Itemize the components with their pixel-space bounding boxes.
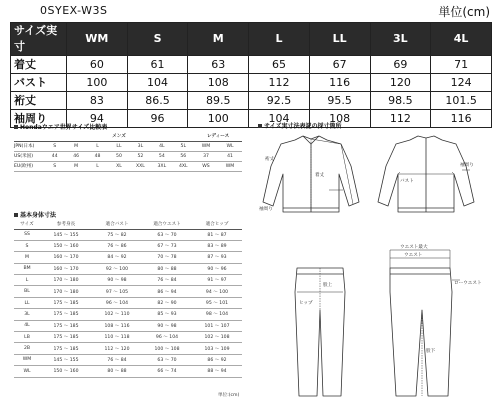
- pants-front-diagram: [285, 262, 355, 402]
- model-code: 0SYEX-W3S: [40, 4, 108, 17]
- compare-title: Hondaウエア世界サイズ比較表: [14, 122, 107, 131]
- table-row: [11, 56, 492, 74]
- table-row: WL 150 〜 160 80 〜 88 66 〜 74 88 〜 94: [14, 366, 242, 377]
- size-table: [10, 22, 492, 128]
- size-table-header: [11, 23, 492, 56]
- table-cell: 116: [431, 110, 492, 128]
- unit-label: 単位(cm): [438, 5, 490, 19]
- table-cell: 112: [249, 74, 310, 92]
- table-row: BL 170 〜 180 97 〜 105 86 〜 94 94 〜 100: [14, 286, 242, 297]
- label-low-waist: ローウエスト: [454, 281, 482, 286]
- table-row: WM 145 〜 155 76 〜 84 63 〜 70 86 〜 92: [14, 354, 242, 365]
- compare-table: [14, 132, 242, 172]
- size-col: WM: [67, 23, 128, 56]
- label-yukitake: 裄丈: [265, 157, 275, 162]
- table-cell: 71: [431, 56, 492, 74]
- label-kitake: 着丈: [315, 173, 325, 178]
- table-cell: 95.5: [309, 92, 370, 110]
- table-row: BM 160 〜 170 92 〜 100 80 〜 88 90 〜 96: [14, 263, 242, 274]
- table-row: [11, 74, 492, 92]
- row-label: バスト: [11, 74, 67, 92]
- row-label: 着丈: [11, 56, 67, 74]
- table-cell: 61: [127, 56, 188, 74]
- table-cell: 104: [249, 110, 310, 128]
- table-row: L 170 〜 180 90 〜 98 76 〜 84 91 〜 97: [14, 275, 242, 286]
- table-cell: 86.5: [127, 92, 188, 110]
- table-cell: 108: [188, 74, 249, 92]
- size-col: LL: [309, 23, 370, 56]
- row-label: 袖周り: [11, 110, 67, 128]
- table-cell: 112: [370, 110, 431, 128]
- table-row: US(米国) 44 46 48 50 52 54 56 37 41: [14, 151, 242, 161]
- jacket-front-diagram: [255, 130, 367, 218]
- table-row: EU(欧州) S M L XL XXL 3XL 4XL WS WM: [14, 161, 242, 171]
- body-dimension-table: [14, 219, 242, 378]
- table-cell: 108: [309, 110, 370, 128]
- table-cell: 96: [127, 110, 188, 128]
- table-cell: 100: [188, 110, 249, 128]
- table-cell: 124: [431, 74, 492, 92]
- table-cell: 69: [370, 56, 431, 74]
- label-mata: 股上: [323, 283, 333, 288]
- size-col: 3L: [370, 23, 431, 56]
- table-cell: 65: [249, 56, 310, 74]
- table-cell: 83: [67, 92, 128, 110]
- label-sodemawari: 袖周り: [259, 207, 273, 212]
- size-col: M: [188, 23, 249, 56]
- body-table-header: サイズ 参考身長 適合バスト 適合ウエスト 適合ヒップ: [14, 219, 242, 229]
- table-row: SS 145 〜 155 75 〜 82 63 〜 70 81 〜 87: [14, 229, 242, 240]
- table-row: M 160 〜 170 84 〜 92 70 〜 78 87 〜 93: [14, 252, 242, 263]
- table-cell: 92.5: [249, 92, 310, 110]
- table-cell: 98.5: [370, 92, 431, 110]
- table-row: [11, 92, 492, 110]
- bullet-square-icon: [14, 125, 18, 129]
- pants-back-diagram: [372, 240, 482, 402]
- bullet-square-icon: [258, 124, 262, 128]
- table-row: 3L 175 〜 185 102 〜 110 85 〜 93 98 〜 104: [14, 309, 242, 320]
- compare-group-header: [14, 132, 242, 141]
- row-label: 裄丈: [11, 92, 67, 110]
- table-row: LB 175 〜 185 110 〜 118 96 〜 104 102 〜 108: [14, 332, 242, 343]
- jacket-back-diagram: [370, 130, 482, 218]
- table-cell: 104: [127, 74, 188, 92]
- table-cell: 67: [309, 56, 370, 74]
- table-row: JPN(日本) S M L LL 3L 4L 5L WM WL: [14, 141, 242, 151]
- header-bar: [10, 2, 490, 18]
- label-waist-max: ウエスト最大: [400, 245, 428, 250]
- size-col: S: [127, 23, 188, 56]
- table-row: LL 175 〜 185 96 〜 104 82 〜 90 95 〜 101: [14, 297, 242, 308]
- label-waist: ウエスト: [404, 253, 423, 258]
- table-cell: 100: [67, 74, 128, 92]
- body-title: 基本身体寸法: [14, 210, 56, 219]
- table-cell: 60: [67, 56, 128, 74]
- table-cell: 116: [309, 74, 370, 92]
- table-cell: 63: [188, 56, 249, 74]
- table-cell: 89.5: [188, 92, 249, 110]
- bullet-square-icon: [14, 213, 18, 217]
- label-bust: バスト: [400, 179, 414, 184]
- label-inseam: 股下: [426, 349, 436, 354]
- table-row: 4L 175 〜 185 108 〜 116 90 〜 98 101 〜 107: [14, 320, 242, 331]
- table-row: 2B 175 〜 185 112 〜 120 100 〜 108 103 〜 109: [14, 343, 242, 354]
- size-header-label: サイズ実寸: [11, 23, 67, 56]
- group-ladies: レディース: [194, 132, 242, 141]
- group-mens: メンズ: [44, 132, 194, 141]
- table-row: S 150 〜 160 76 〜 86 67 〜 73 83 〜 89: [14, 240, 242, 251]
- label-hip: ヒップ: [299, 301, 313, 306]
- size-col: L: [249, 23, 310, 56]
- table-cell: 101.5: [431, 92, 492, 110]
- table-cell: 94: [67, 110, 128, 128]
- table-cell: 120: [370, 74, 431, 92]
- size-col: 4L: [431, 23, 492, 56]
- measure-title: サイズ実寸法表記の採寸箇所: [258, 121, 342, 130]
- label-sodemawari-back: 袖周り: [460, 163, 474, 168]
- unit-note: 単位:(cm): [218, 393, 240, 398]
